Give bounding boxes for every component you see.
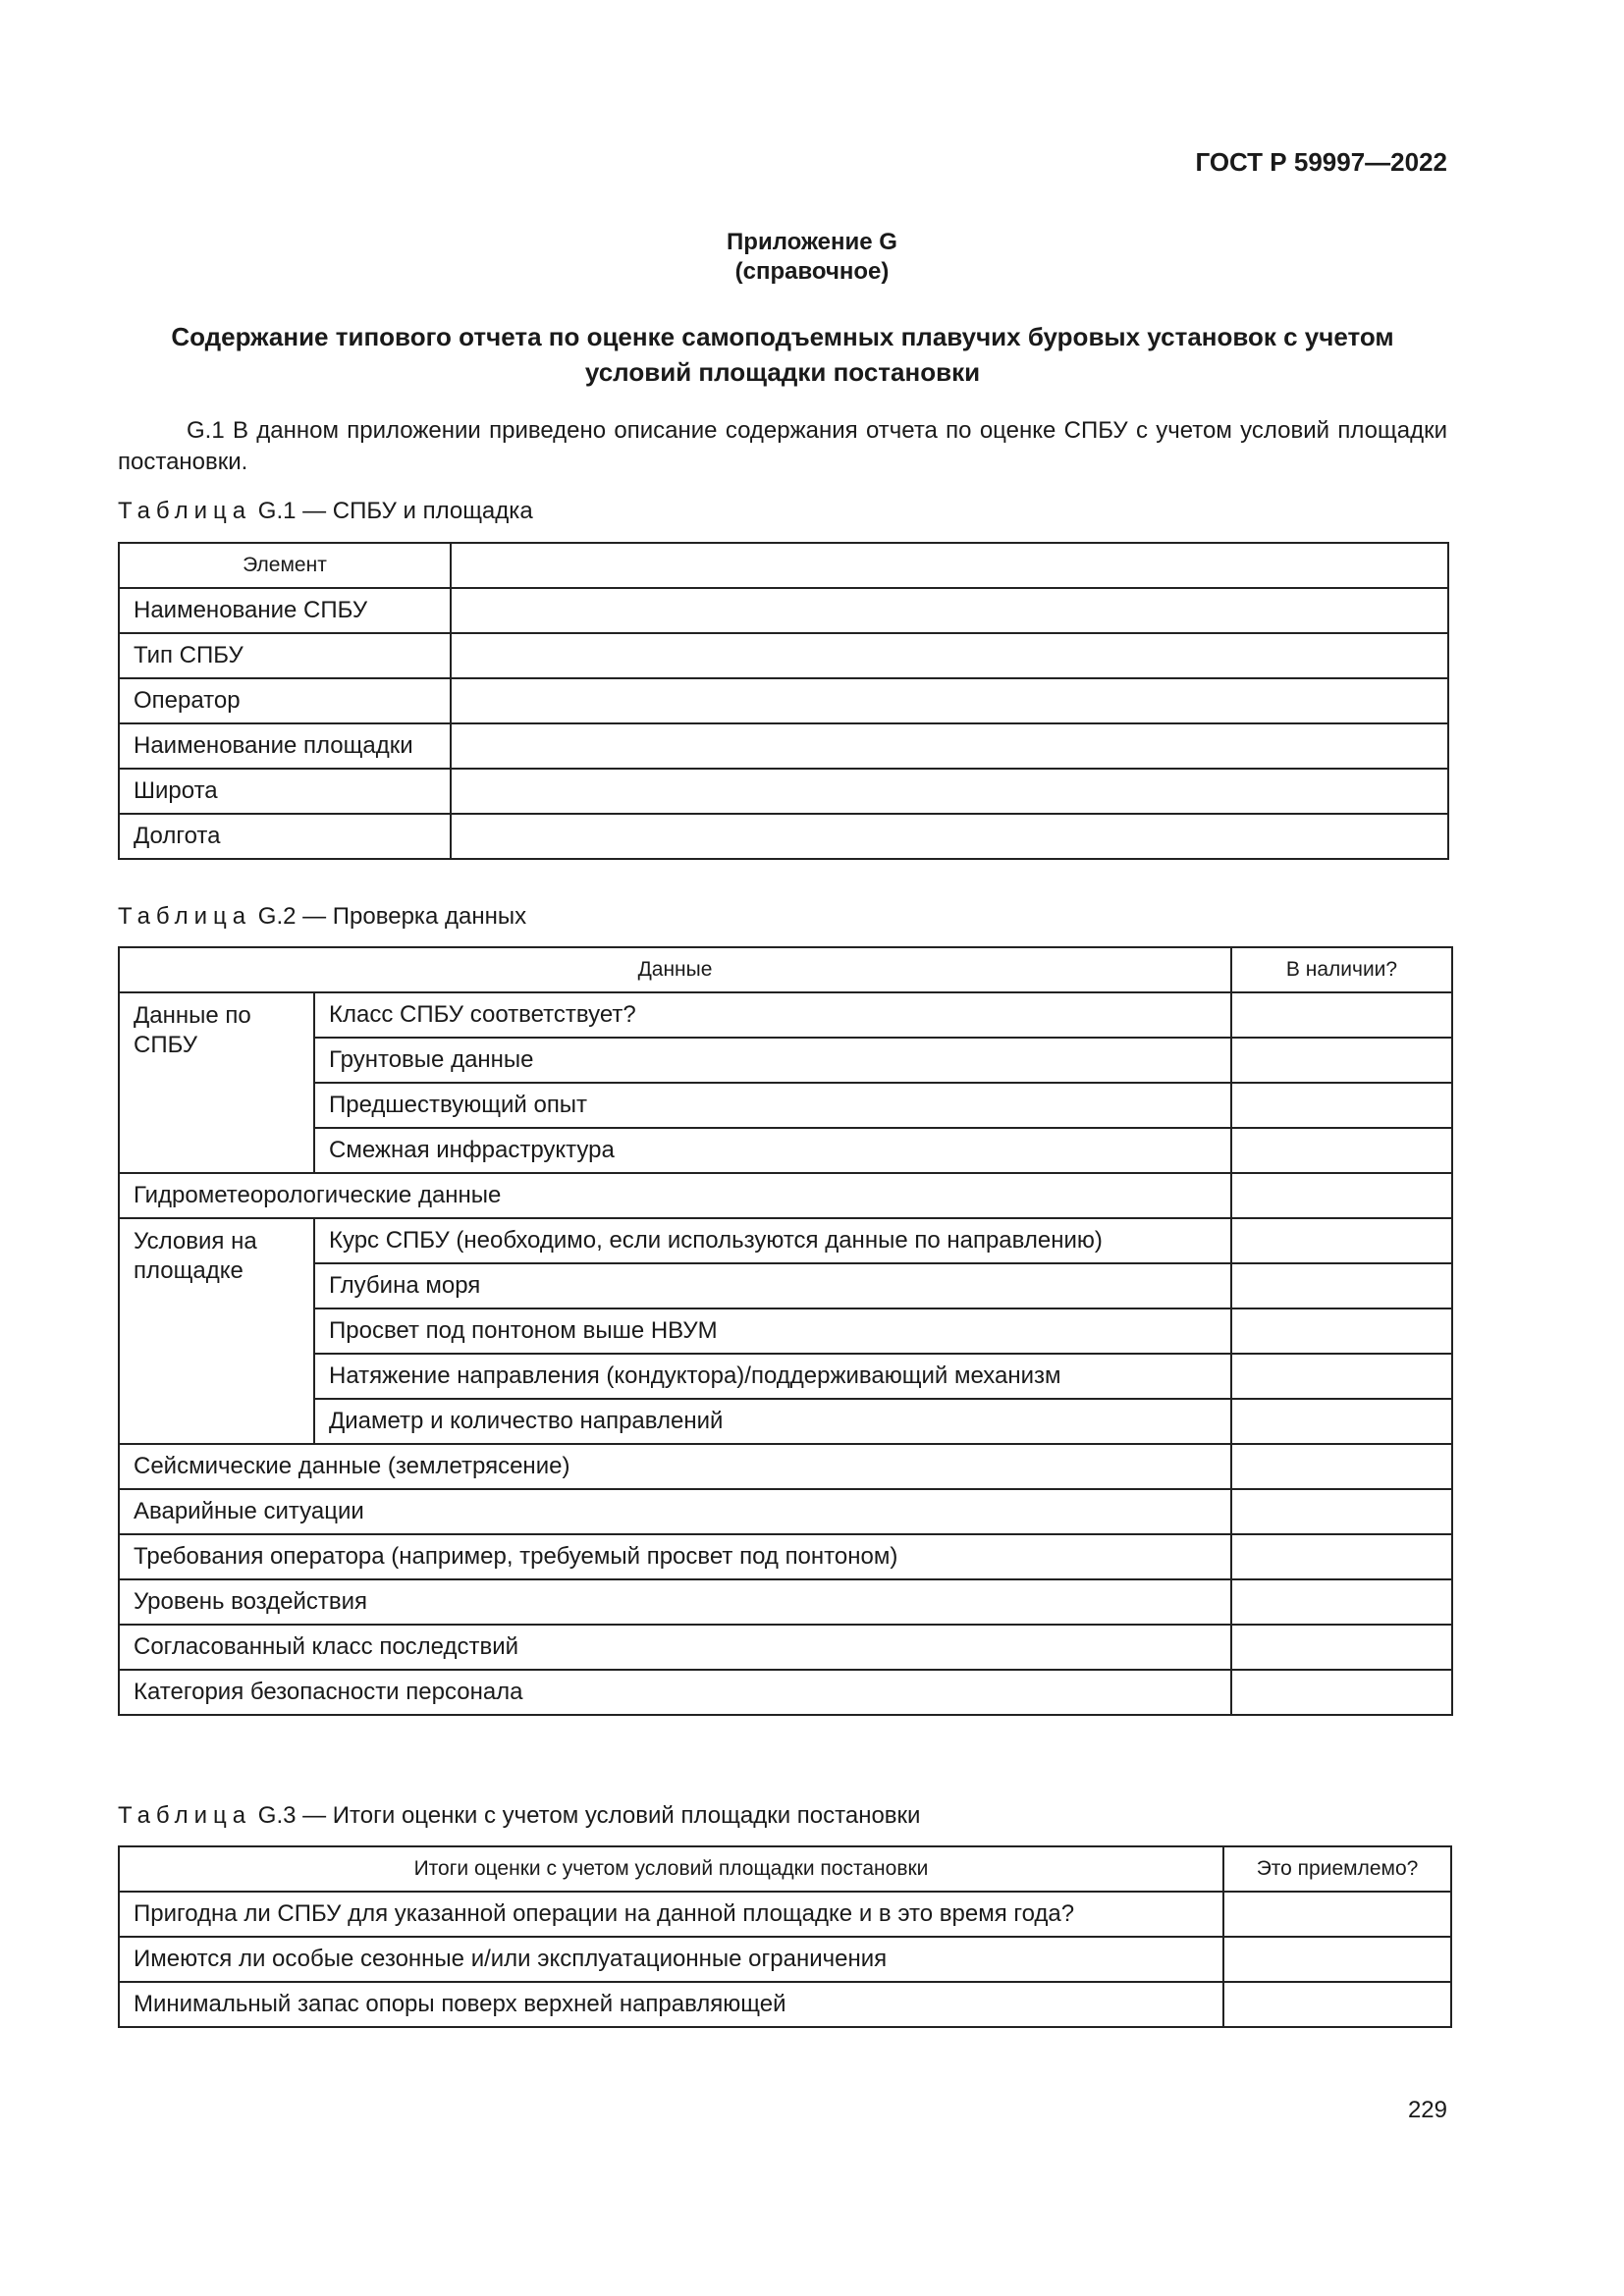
table2-item: Требования оператора (например, требуемый просвет под понтоном) [119, 1534, 1231, 1579]
table3-header-results: Итоги оценки с учетом условий площадки постановки [119, 1846, 1223, 1892]
table1-row [119, 633, 1448, 678]
table2-row [119, 1489, 1452, 1534]
table-g1 [118, 542, 1449, 860]
table1-row-value[interactable] [451, 769, 1448, 814]
table1-row-value[interactable] [451, 723, 1448, 769]
table2-row [119, 1534, 1452, 1579]
table1-row-value[interactable] [451, 814, 1448, 859]
table1-caption [118, 498, 533, 525]
table2-check-cell[interactable] [1231, 992, 1452, 1038]
table2-row [119, 1308, 1452, 1354]
table2-row [119, 1579, 1452, 1625]
table2-check-cell[interactable] [1231, 1263, 1452, 1308]
table2-check-cell[interactable] [1231, 1218, 1452, 1263]
table2-check-cell[interactable] [1231, 1625, 1452, 1670]
table1-row [119, 678, 1448, 723]
table1-row [119, 723, 1448, 769]
table2-group-site-conditions: Условия на площадке [119, 1218, 314, 1444]
table2-item: Курс СПБУ (необходимо, если используются данные по направлению) [314, 1218, 1231, 1263]
table2-check-cell[interactable] [1231, 1173, 1452, 1218]
table1-row [119, 814, 1448, 859]
table2-row [119, 1399, 1452, 1444]
table2-row [119, 1354, 1452, 1399]
table1-row-value[interactable] [451, 678, 1448, 723]
table2-check-cell[interactable] [1231, 1038, 1452, 1083]
table2-header-available: В наличии? [1231, 947, 1452, 992]
table3-row [119, 1892, 1451, 1937]
page-number: 229 [1407, 2097, 1447, 2123]
table3-row-label: Минимальный запас опоры поверх верхней направляющей [119, 1982, 1223, 2027]
table2-item: Аварийные ситуации [119, 1489, 1231, 1534]
table2-row [119, 1038, 1452, 1083]
table2-row [119, 1173, 1452, 1218]
table2-row [119, 1444, 1452, 1489]
appendix-title: Приложение G [727, 229, 897, 255]
table2-caption-word: Таблица [118, 903, 252, 930]
intro-paragraph: G.1 В данном приложении приведено описание содержания отчета по оценке СПБУ с учетом условий площадки постановки. [118, 417, 1447, 475]
table2-check-cell[interactable] [1231, 1534, 1452, 1579]
table2-row [119, 992, 1452, 1038]
table2-item: Гидрометеорологические данные [119, 1173, 1231, 1218]
table3-caption-word: Таблица [118, 1802, 252, 1829]
document-title: Содержание типового отчета по оценке самоподъемных плавучих буровых установок с учетом условий площадки постановки [171, 322, 1394, 387]
table2-item: Диаметр и количество направлений [314, 1399, 1231, 1444]
appendix-heading [0, 228, 1624, 287]
table2-item: Натяжение направления (кондуктора)/поддерживающий механизм [314, 1354, 1231, 1399]
table1-row-label: Широта [119, 769, 451, 814]
table3-row-label: Пригодна ли СПБУ для указанной операции на данной площадке и в это время года? [119, 1892, 1223, 1937]
table2-row [119, 1128, 1452, 1173]
table-g2 [118, 946, 1453, 1716]
table3-header-row [119, 1846, 1451, 1892]
table2-row [119, 1083, 1452, 1128]
table3-header-acceptable: Это приемлемо? [1223, 1846, 1451, 1892]
table2-item: Уровень воздействия [119, 1579, 1231, 1625]
table2-item: Класс СПБУ соответствует? [314, 992, 1231, 1038]
table2-item: Глубина моря [314, 1263, 1231, 1308]
table1-row-value[interactable] [451, 588, 1448, 633]
table1-header-row [119, 543, 1448, 588]
table2-item: Грунтовые данные [314, 1038, 1231, 1083]
table3-row [119, 1937, 1451, 1982]
table2-header-data: Данные [119, 947, 1231, 992]
table-g3 [118, 1845, 1452, 2028]
table3-row-label: Имеются ли особые сезонные и/или эксплуатационные ограничения [119, 1937, 1223, 1982]
table1-row-label: Наименование СПБУ [119, 588, 451, 633]
table2-check-cell[interactable] [1231, 1399, 1452, 1444]
table2-caption-rest: G.2 — Проверка данных [257, 903, 527, 930]
table2-check-cell[interactable] [1231, 1354, 1452, 1399]
table3-check-cell[interactable] [1223, 1937, 1451, 1982]
table1-row-value[interactable] [451, 633, 1448, 678]
table2-item: Согласованный класс последствий [119, 1625, 1231, 1670]
table1-row-label: Наименование площадки [119, 723, 451, 769]
table2-row [119, 1625, 1452, 1670]
table2-row [119, 1218, 1452, 1263]
table2-check-cell[interactable] [1231, 1128, 1452, 1173]
table2-check-cell[interactable] [1231, 1670, 1452, 1715]
standard-designation: ГОСТ Р 59997—2022 [1195, 147, 1447, 177]
table2-check-cell[interactable] [1231, 1083, 1452, 1128]
table2-check-cell[interactable] [1231, 1308, 1452, 1354]
table3-caption [118, 1802, 920, 1830]
table1-row-label: Оператор [119, 678, 451, 723]
table2-item: Категория безопасности персонала [119, 1670, 1231, 1715]
table2-check-cell[interactable] [1231, 1444, 1452, 1489]
appendix-subtitle: (справочное) [734, 258, 890, 285]
table1-row-label: Долгота [119, 814, 451, 859]
table2-row [119, 1670, 1452, 1715]
table1-row-label: Тип СПБУ [119, 633, 451, 678]
table1-caption-word: Таблица [118, 498, 252, 524]
table3-check-cell[interactable] [1223, 1982, 1451, 2027]
table1-header-value [451, 543, 1448, 588]
table2-check-cell[interactable] [1231, 1489, 1452, 1534]
table1-row [119, 769, 1448, 814]
table2-header-row [119, 947, 1452, 992]
table2-item: Смежная инфраструктура [314, 1128, 1231, 1173]
table1-row [119, 588, 1448, 633]
table2-check-cell[interactable] [1231, 1579, 1452, 1625]
table2-item: Просвет под понтоном выше НВУМ [314, 1308, 1231, 1354]
table1-caption-rest: G.1 — СПБУ и площадка [257, 498, 533, 524]
table2-group-rig-data: Данные по СПБУ [119, 992, 314, 1173]
table2-row [119, 1263, 1452, 1308]
table2-item: Сейсмические данные (землетрясение) [119, 1444, 1231, 1489]
table2-caption [118, 903, 526, 931]
table3-row [119, 1982, 1451, 2027]
table1-header-element: Элемент [119, 543, 451, 588]
table2-item: Предшествующий опыт [314, 1083, 1231, 1128]
table3-caption-rest: G.3 — Итоги оценки с учетом условий площадки постановки [257, 1802, 921, 1829]
table3-check-cell[interactable] [1223, 1892, 1451, 1937]
